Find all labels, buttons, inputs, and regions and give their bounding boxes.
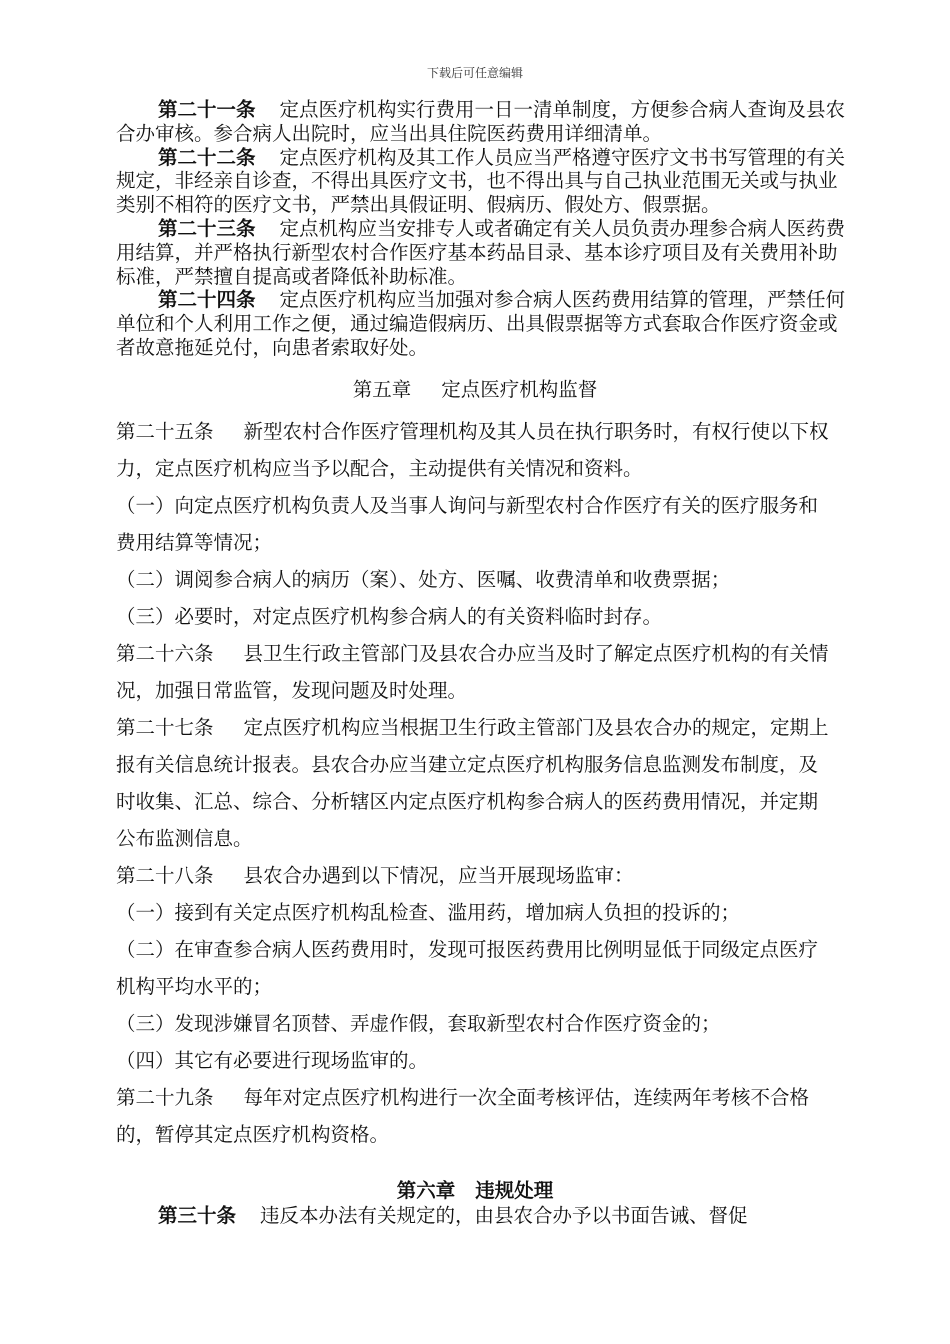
article-text: 定点机构应当安排专人或者确定有关人员负责办理参合病人医药费用结算，并严格执行新型农村合作医疗基本药品目录、基本诊疗项目及有关费用补助标准，严禁擅自提高或者降低补助标准。 xyxy=(116,216,846,288)
article-label: 第二十四条 xyxy=(158,288,256,312)
article-text: 定点医疗机构及其工作人员应当严格遵守医疗文书书写管理的有关规定，非经亲自诊查，不得出具医疗文书，也不得出具与自己执业范围无关或与执业类别不相符的医疗文书，严禁出具假证明、假病历、假处方、假票据。 xyxy=(116,145,846,217)
list-item: （二）在审查参合病人医药费用时，发现可报医药费用比例明显低于同级定点医疗机构平均水平的； xyxy=(116,938,819,998)
article-text: 定点医疗机构应当根据卫生行政主管部门及县农合办的规定，定期上报有关信息统计报表。县农合办应当建立定点医疗机构服务信息监测发布制度，及时收集、汇总、综合、分析辖区内定点医疗机构参合病人的医药费用情况，并定期公布监测信息。 xyxy=(116,716,829,850)
chapter-6-heading xyxy=(0,1177,950,1205)
chapter-number: 第六章 xyxy=(396,1179,456,1202)
chapter-title: 违规处理 xyxy=(475,1179,554,1202)
list-item: （一）接到有关定点医疗机构乱检查、滥用药，增加病人负担的投诉的； xyxy=(116,901,741,924)
article-label: 第二十三条 xyxy=(158,216,256,240)
article-30 xyxy=(116,1203,856,1229)
article-text: 县卫生行政主管部门及县农合办应当及时了解定点医疗机构的有关情况，加强日常监管，发现问题及时处理。 xyxy=(116,642,829,702)
articles-21-24 xyxy=(116,98,856,360)
article-label: 第二十六条 xyxy=(116,642,214,665)
article-23 xyxy=(116,217,856,288)
article-21 xyxy=(116,98,856,146)
article-label: 第三十条 xyxy=(158,1204,237,1227)
article-label: 第二十一条 xyxy=(158,98,256,121)
article-label: 第二十八条 xyxy=(116,864,214,887)
article-27 xyxy=(116,709,836,857)
article-25 xyxy=(116,413,836,487)
article-label: 第二十五条 xyxy=(116,420,214,443)
list-item: （四）其它有必要进行现场监审的。 xyxy=(116,1049,429,1072)
article-text: 违反本办法有关规定的，由县农合办予以书面告诫、督促 xyxy=(260,1204,748,1227)
chapter-number: 第五章 xyxy=(352,378,412,401)
list-item: （三）必要时，对定点医疗机构参合病人的有关资料临时封存。 xyxy=(116,605,663,628)
chapter-5-body xyxy=(116,413,836,1153)
article-text: 定点医疗机构实行费用一日一清单制度，方便参合病人查询及县农合办审核。参合病人出院时，应当出具住院医药费用详细清单。 xyxy=(116,98,846,145)
article-29 xyxy=(116,1079,836,1153)
article-22 xyxy=(116,146,856,217)
article-26 xyxy=(116,635,836,709)
article-text: 每年对定点医疗机构进行一次全面考核评估，连续两年考核不合格的，暂停其定点医疗机构资格。 xyxy=(116,1086,810,1146)
article-30-block xyxy=(116,1203,856,1229)
article-28 xyxy=(116,857,836,894)
list-item: （二）调阅参合病人的病历（案）、处方、医嘱、收费清单和收费票据； xyxy=(116,568,731,591)
page-header: 下载后可任意编辑 xyxy=(426,66,523,80)
article-text: 新型农村合作医疗管理机构及其人员在执行职务时，有权行使以下权力，定点医疗机构应当予以配合，主动提供有关情况和资料。 xyxy=(116,420,829,480)
article-label: 第二十九条 xyxy=(116,1086,214,1109)
chapter-5-heading xyxy=(0,377,950,403)
article-text: 定点医疗机构应当加强对参合病人医药费用结算的管理，严禁任何单位和个人利用工作之便，通过编造假病历、出具假票据等方式套取合作医疗资金或者故意拖延兑付，向患者索取好处。 xyxy=(116,288,846,359)
chapter-title: 定点医疗机构监督 xyxy=(441,378,598,401)
article-text: 县农合办遇到以下情况，应当开展现场监审： xyxy=(243,864,634,887)
list-item: （三）发现涉嫌冒名顶替、弄虚作假，套取新型农村合作医疗资金的； xyxy=(116,1012,721,1035)
list-item: （一）向定点医疗机构负责人及当事人询问与新型农村合作医疗有关的医疗服务和费用结算等情况； xyxy=(116,494,819,554)
article-label: 第二十七条 xyxy=(116,716,214,739)
article-label: 第二十二条 xyxy=(158,145,256,169)
article-24 xyxy=(116,288,856,359)
